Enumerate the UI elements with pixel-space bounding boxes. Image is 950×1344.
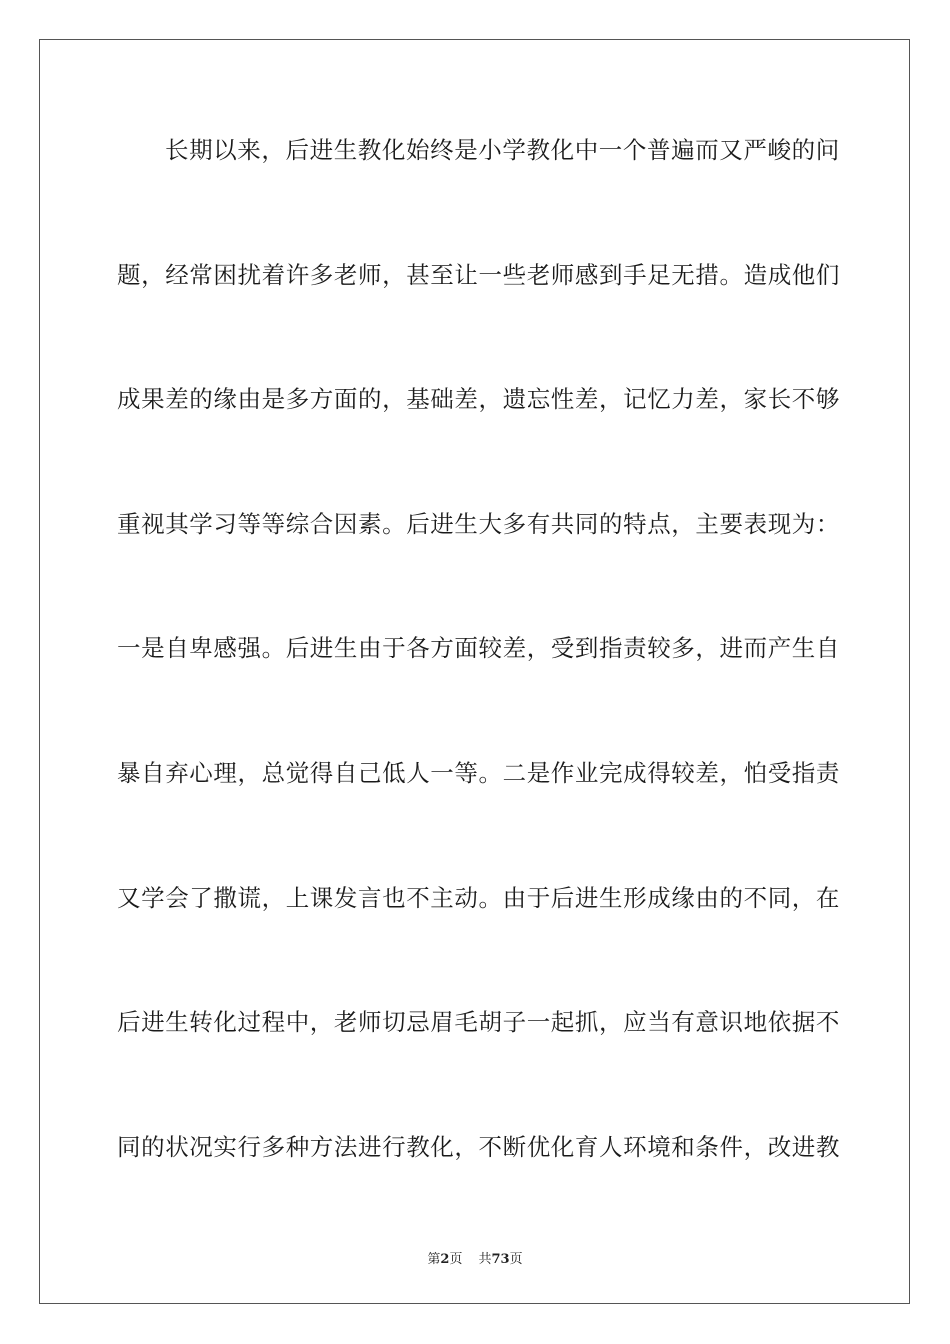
page-footer — [0, 1248, 950, 1267]
page-number: 2 — [440, 1252, 450, 1267]
text-line-8: 后进生转化过程中，老师切忌眉毛胡子一起抓，应当有意识地依据不 — [117, 1008, 840, 1037]
total-suffix: 页 — [509, 1252, 523, 1267]
page-suffix: 页 — [449, 1252, 463, 1267]
total-pages: 73 — [491, 1252, 510, 1267]
total-prefix: 共 — [478, 1252, 492, 1267]
text-line-3: 成果差的缘由是多方面的，基础差，遗忘性差，记忆力差，家长不够 — [117, 385, 840, 414]
text-line-6: 暴自弃心理，总觉得自己低人一等。二是作业完成得较差，怕受指责 — [117, 758, 840, 787]
text-line-5: 一是自卑感强。后进生由于各方面较差，受到指责较多，进而产生自 — [117, 634, 840, 663]
text-line-2: 题，经常困扰着许多老师，甚至让一些老师感到手足无措。造成他们 — [117, 260, 840, 289]
text-line-4: 重视其学习等等综合因素。后进生大多有共同的特点，主要表现为： — [117, 509, 840, 538]
page-prefix: 第 — [427, 1252, 441, 1267]
text-line-9: 同的状况实行多种方法进行教化，不断优化育人环境和条件，改进教 — [117, 1132, 840, 1161]
document-body — [117, 122, 840, 1243]
text-line-1: 长期以来，后进生教化始终是小学教化中一个普遍而又严峻的问 — [165, 136, 840, 164]
text-line-7: 又学会了撒谎，上课发言也不主动。由于后进生形成缘由的不同，在 — [117, 883, 840, 912]
